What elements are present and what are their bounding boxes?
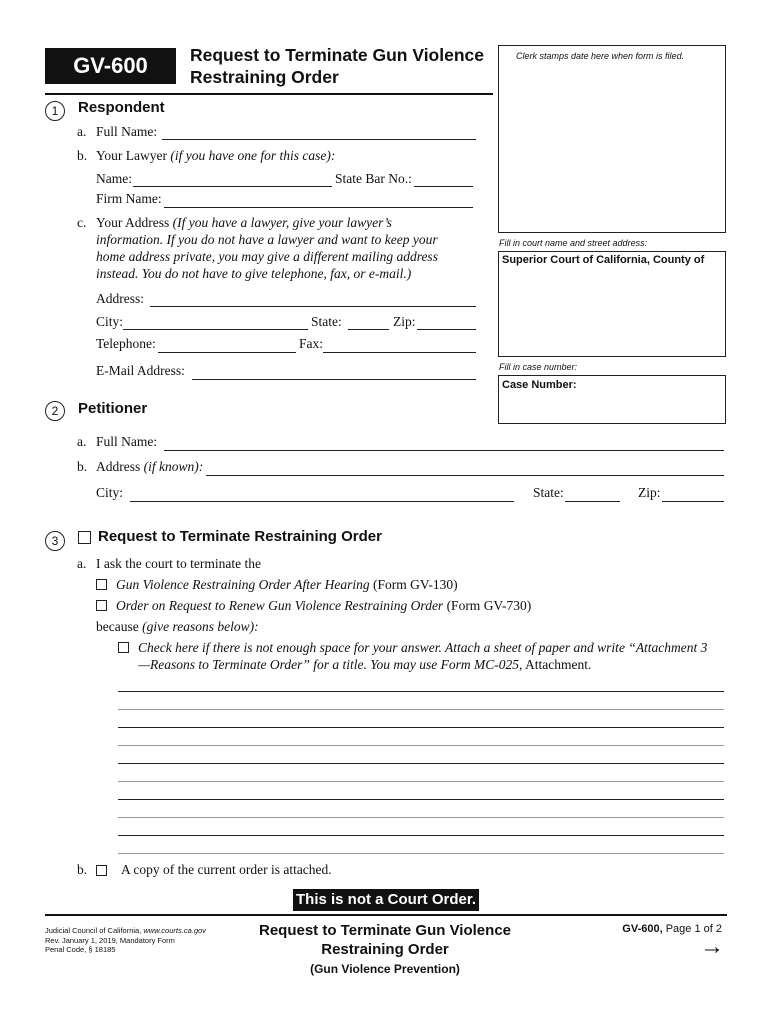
reason-line[interactable] [118, 709, 724, 710]
respondent-c-letter: c. [77, 215, 87, 230]
attachment-instructions-line2 [138, 657, 591, 673]
address-note-line1: (If you have a lawyer, give your lawyer’s [172, 215, 392, 230]
case-number-hint: Fill in case number: [499, 362, 578, 372]
reason-line[interactable] [118, 853, 724, 854]
reason-line[interactable] [118, 691, 724, 692]
city-field[interactable] [123, 315, 308, 330]
form-title-line1: Request to Terminate Gun Violence [190, 45, 484, 65]
form-title-line2: Restraining Order [190, 67, 339, 87]
fax-label: Fax: [299, 336, 324, 351]
reason-line[interactable] [118, 835, 724, 836]
option-gv730-checkbox[interactable] [96, 600, 107, 611]
address-note-line4: instead. You do not have to give telephone, fax, or e-mail.) [96, 266, 412, 281]
petitioner-zip-field[interactable] [662, 487, 724, 502]
option-gv730-title: Order on Request to Renew Gun Violence Restraining Order [116, 598, 444, 613]
zip-field[interactable] [417, 315, 476, 330]
lawyer-name-field[interactable] [133, 172, 332, 187]
form-id-badge: GV-600 [45, 48, 176, 84]
petitioner-state-label: State: [533, 485, 564, 500]
footer-revision: Rev. January 1, 2019, Mandatory Form [45, 936, 175, 945]
clerk-stamp-box [498, 45, 726, 233]
attachment-instructions-text: —Reasons to Terminate Order” for a title. You may use Form MC-025, [138, 657, 523, 672]
state-bar-field[interactable] [414, 172, 473, 187]
petitioner-full-name-field[interactable] [164, 436, 724, 451]
address-field[interactable] [150, 292, 476, 307]
petitioner-city-label: City: [96, 485, 124, 500]
not-court-order-banner: This is not a Court Order. [293, 889, 479, 911]
option-gv130-label [116, 577, 458, 593]
header-rule [45, 93, 493, 95]
petitioner-zip-label: Zip: [638, 485, 661, 500]
reason-line[interactable] [118, 799, 724, 800]
reason-line[interactable] [118, 745, 724, 746]
city-label: City: [96, 314, 124, 329]
option-gv130-form: (Form GV-130) [372, 577, 458, 592]
petitioner-address-text: Address [96, 459, 141, 474]
footer-rule [45, 914, 727, 916]
respondent-full-name-field[interactable] [162, 125, 476, 140]
footer-title-line1: Request to Terminate Gun Violence [259, 922, 511, 939]
footer-publisher-text: Judicial Council of California, [45, 926, 142, 935]
copy-attached-checkbox[interactable] [96, 865, 107, 876]
section-3-a-letter: a. [77, 556, 87, 571]
footer-penal-code: Penal Code, § 18185 [45, 945, 116, 954]
section-1-number: 1 [45, 101, 65, 121]
next-page-arrow-icon[interactable]: → [700, 933, 724, 960]
petitioner-city-field[interactable] [130, 487, 514, 502]
respondent-a-letter: a. [77, 124, 87, 139]
court-name-label: Superior Court of California, County of [502, 254, 705, 266]
respondent-b-letter: b. [77, 148, 88, 163]
because-note: (give reasons below): [142, 619, 259, 634]
reason-line[interactable] [118, 817, 724, 818]
petitioner-address-note: (if known): [143, 459, 204, 474]
footer-publisher [45, 926, 206, 935]
email-label: E-Mail Address: [96, 363, 185, 378]
telephone-field[interactable] [158, 338, 296, 353]
footer-title-line3: (Gun Violence Prevention) [310, 962, 460, 976]
zip-label: Zip: [393, 314, 416, 329]
petitioner-b-letter: b. [77, 459, 88, 474]
section-3-checkbox[interactable] [78, 531, 91, 544]
reason-line[interactable] [118, 727, 724, 728]
copy-attached-label: A copy of the current order is attached. [121, 862, 332, 877]
option-gv130-title: Gun Violence Restraining Order After Hearing [116, 577, 370, 592]
attachment-checkbox[interactable] [118, 642, 129, 653]
footer-page-number: Page 1 of 2 [665, 923, 722, 935]
petitioner-a-letter: a. [77, 434, 87, 449]
section-2-number: 2 [45, 401, 65, 421]
firm-name-label: Firm Name: [96, 191, 162, 206]
fax-field[interactable] [323, 338, 476, 353]
section-3-title: Request to Terminate Restraining Order [98, 528, 382, 545]
attachment-instructions-line1: Check here if there is not enough space for your answer. Attach a sheet of paper and write “Attachment 3 [138, 640, 708, 655]
section-1-title: Respondent [78, 99, 165, 116]
footer-form-id: GV-600, [622, 923, 663, 935]
court-name-box[interactable] [498, 251, 726, 357]
state-field[interactable] [348, 315, 389, 330]
state-bar-label: State Bar No.: [335, 171, 412, 186]
state-label: State: [311, 314, 342, 329]
because-label [96, 619, 259, 635]
footer-title-line2: Restraining Order [321, 941, 449, 958]
court-name-hint: Fill in court name and street address: [499, 238, 648, 248]
case-number-label: Case Number: [502, 379, 577, 391]
lawyer-label [96, 148, 335, 164]
address-note-line2: information. If you do not have a lawyer and want to keep your [96, 232, 438, 247]
petitioner-full-name-label: Full Name: [96, 434, 158, 449]
section-3-b-letter: b. [77, 862, 88, 877]
clerk-stamp-note: Clerk stamps date here when form is filed. [516, 51, 685, 61]
petitioner-address-label [96, 459, 203, 475]
reason-line[interactable] [118, 781, 724, 782]
terminate-intro: I ask the court to terminate the [96, 556, 261, 571]
petitioner-state-field[interactable] [565, 487, 620, 502]
option-gv730-form: (Form GV-730) [446, 598, 532, 613]
section-3-number: 3 [45, 531, 65, 551]
email-field[interactable] [192, 365, 476, 380]
option-gv130-checkbox[interactable] [96, 579, 107, 590]
your-address-heading [96, 215, 392, 231]
reason-line[interactable] [118, 763, 724, 764]
option-gv730-label [116, 598, 531, 614]
attachment-instructions-end: Attachment. [525, 657, 592, 672]
address-label: Address: [96, 291, 144, 306]
because-text: because [96, 619, 139, 634]
respondent-full-name-label: Full Name: [96, 124, 158, 139]
lawyer-name-label: Name: [96, 171, 132, 186]
section-2-title: Petitioner [78, 400, 148, 417]
footer-website-link[interactable]: www.courts.ca.gov [143, 926, 206, 935]
lawyer-label-note: (if you have one for this case): [170, 148, 336, 163]
address-note-line3: home address private, you may give a different mailing address [96, 249, 438, 264]
firm-name-field[interactable] [164, 193, 473, 208]
petitioner-address-field[interactable] [206, 461, 724, 476]
telephone-label: Telephone: [96, 336, 156, 351]
lawyer-label-text: Your Lawyer [96, 148, 167, 163]
your-address-label: Your Address [96, 215, 170, 230]
